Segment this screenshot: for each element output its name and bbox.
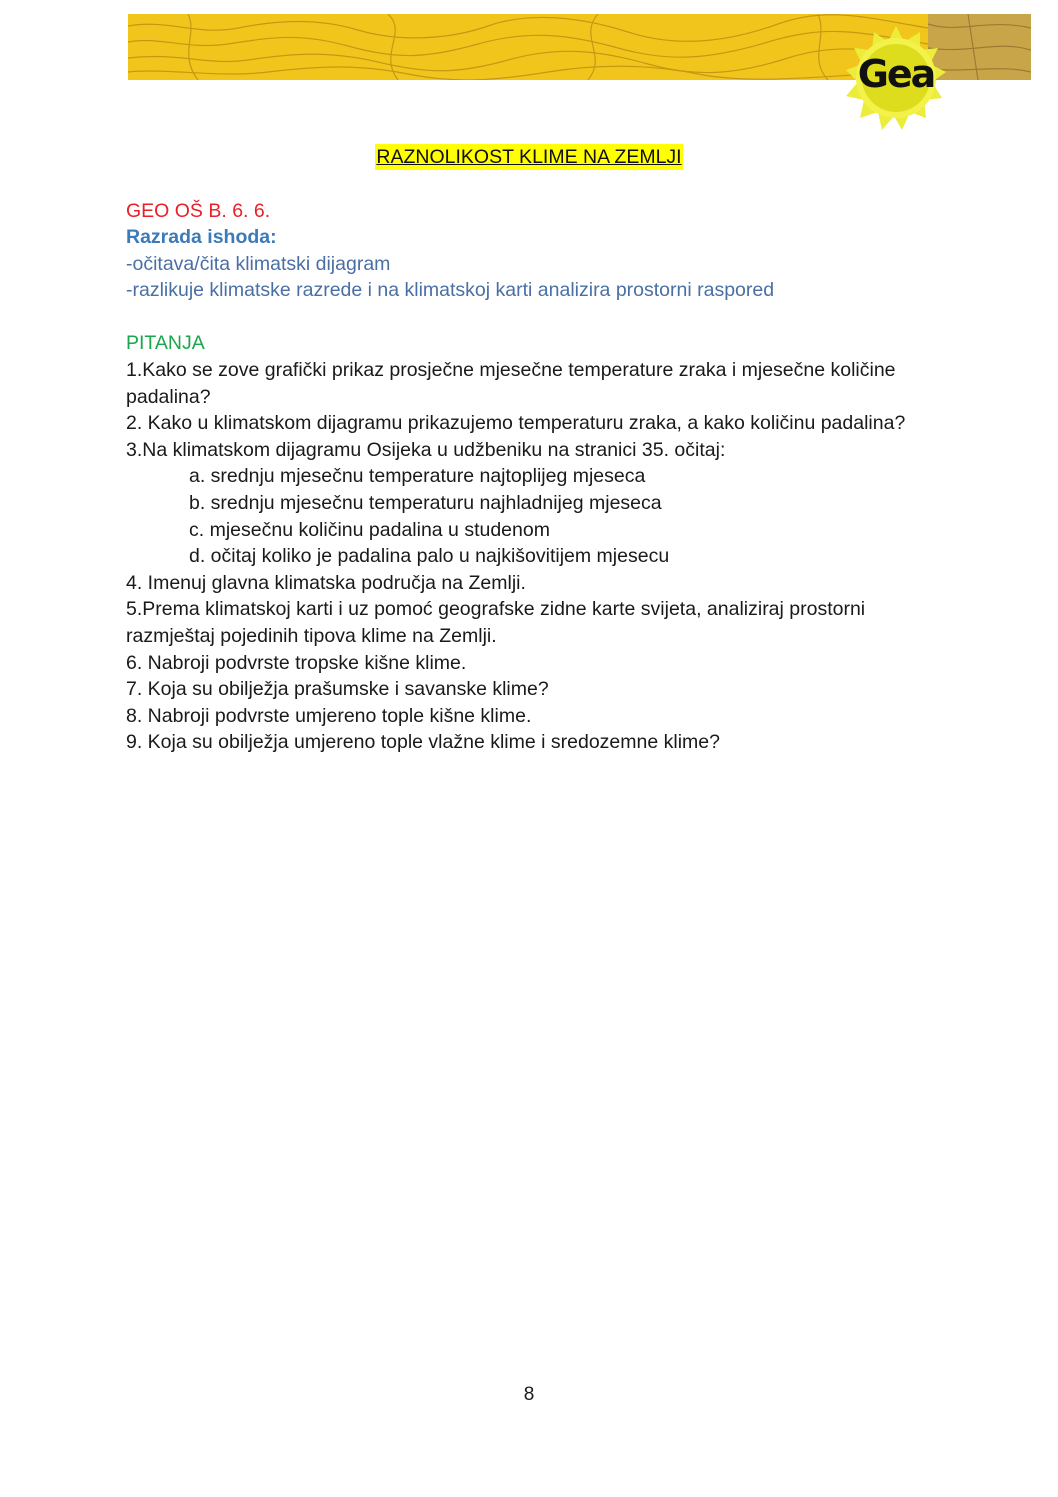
pitanja-heading: PITANJA bbox=[126, 332, 205, 354]
question-7: 7. Koja su obilježja prašumske i savanske klime? bbox=[126, 678, 549, 701]
logo-text: Gea bbox=[857, 52, 935, 96]
razrada-line: -očitava/čita klimatski dijagram bbox=[126, 253, 391, 275]
title-wrapper bbox=[126, 144, 932, 171]
sub-question-a: a. srednju mjesečnu temperature najtoplijeg mjeseca bbox=[189, 465, 646, 488]
page-number: 8 bbox=[523, 1384, 535, 1405]
question-2: 2. Kako u klimatskom dijagramu prikazujemo temperaturu zraka, a kako količinu padalina? bbox=[126, 412, 906, 435]
sub-question-d: d. očitaj koliko je padalina palo u najkišovitijem mjesecu bbox=[189, 545, 670, 568]
razrada-line: -razlikuje klimatske razrede i na klimatskoj karti analizira prostorni raspored bbox=[126, 279, 775, 301]
question-8: 8. Nabroji podvrste umjereno tople kišne klime. bbox=[126, 704, 532, 727]
page-title: RAZNOLIKOST KLIME NA ZEMLJI bbox=[376, 146, 682, 168]
question-list bbox=[126, 357, 926, 756]
question-3: 3.Na klimatskom dijagramu Osijeka u udžbeniku na stranici 35. očitaj: bbox=[126, 438, 726, 461]
sub-question-c: c. mjesečnu količinu padalina u studenom bbox=[189, 518, 550, 541]
curriculum-code: GEO OŠ B. 6. 6. bbox=[126, 200, 271, 222]
question-5: 5.Prema klimatskoj karti i uz pomoć geografske zidne karte svijeta, analiziraj prostorni razmještaj pojedinih tipova klime na Zemlji. bbox=[126, 598, 866, 647]
question-9: 9. Koja su obilježja umjereno tople vlažne klime i sredozemne klime? bbox=[126, 731, 720, 754]
sub-question-b: b. srednju mjesečnu temperaturu najhladnijeg mjeseca bbox=[189, 491, 662, 514]
razrada-heading: Razrada ishoda: bbox=[126, 226, 277, 248]
question-4: 4. Imenuj glavna klimatska područja na Zemlji. bbox=[126, 571, 526, 594]
question-1: 1.Kako se zove grafički prikaz prosječne mjesečne temperature zraka i mjesečne količine padalina? bbox=[126, 359, 896, 408]
question-6: 6. Nabroji podvrste tropske kišne klime. bbox=[126, 651, 467, 674]
